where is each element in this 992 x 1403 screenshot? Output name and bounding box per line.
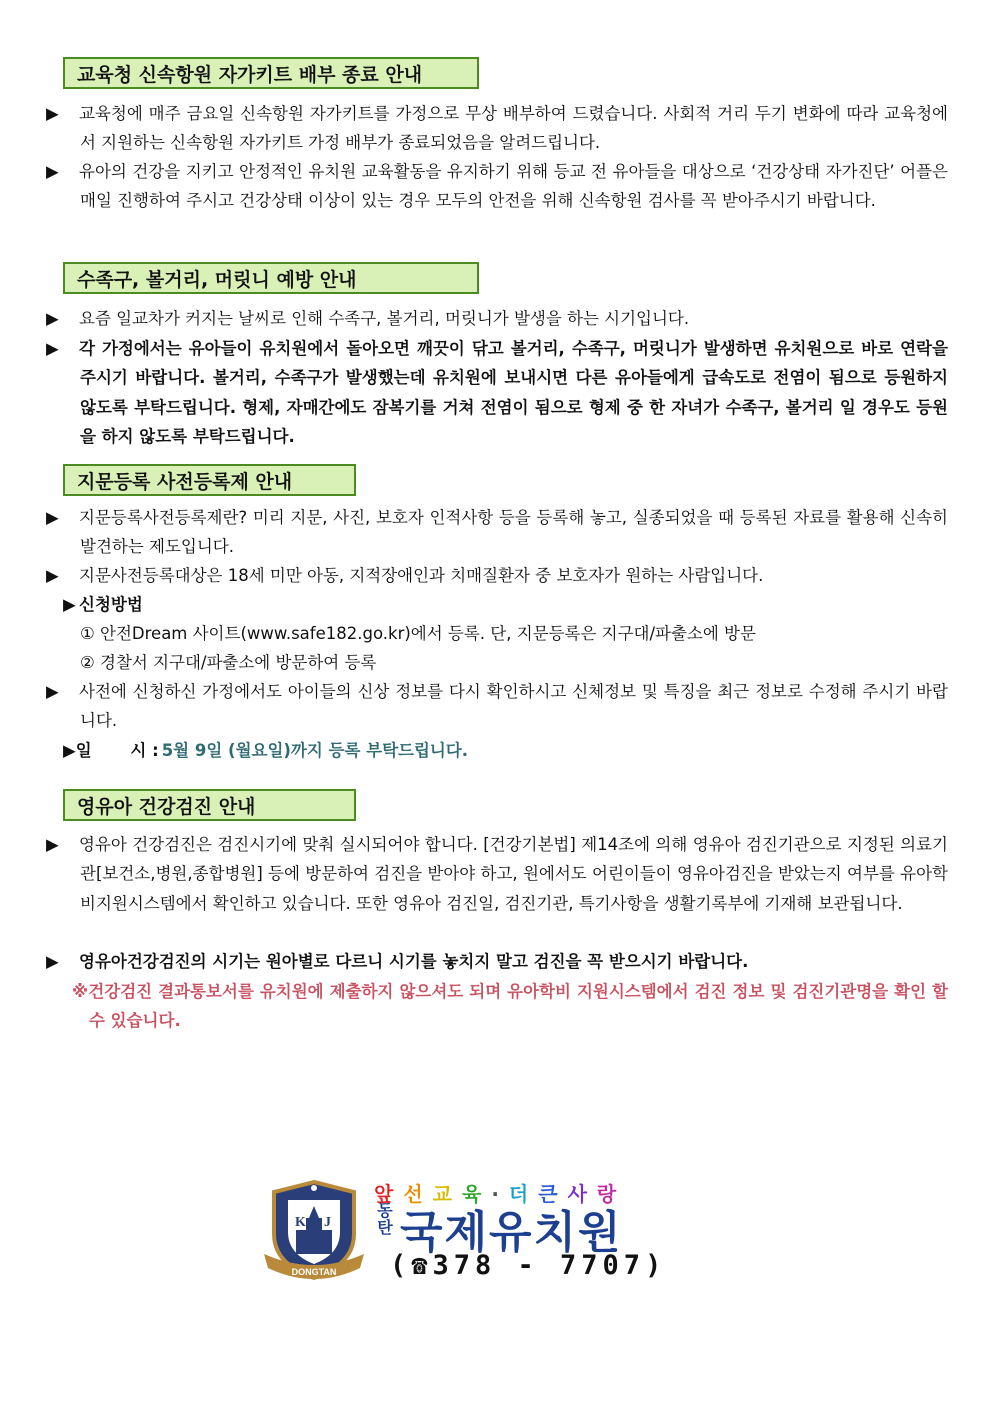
slogan-char: 선	[403, 1182, 433, 1206]
section-title-fingerprint: 지문등록 사전등록제 안내	[63, 464, 356, 496]
school-logo	[262, 1178, 692, 1288]
arrow-icon: ▶	[63, 741, 76, 760]
arrow-icon: ▶	[46, 309, 59, 328]
paragraph-self-diagnosis: ▶ 유아의 건강을 지키고 안정적인 유치원 교육활동을 유지하기 위해 등교 전 유아들을 대상으로 ‘건강상태 자가진단’ 어플은 매일 진행하여 주시고 건강상태 이상이 있는 경우 모두의 안전을 위해 신속항원 검사를 꼭 받아주시기 바랍니다.	[63, 157, 948, 216]
paragraph-update-info: ▶ 사전에 신청하신 가정에서도 아이들의 신상 정보를 다시 확인하시고 신체정보 및 특징을 최근 정보로 수정해 주시기 바랍니다.	[63, 677, 948, 736]
svg-text:K: K	[295, 1215, 306, 1230]
svg-text:J: J	[324, 1215, 331, 1230]
checkup-note: ※건강검진 결과통보서를 유치원에 제출하지 않으셔도 되며 유아학비 지원시스템에서 검진 정보 및 검진기관명을 확인 할 수 있습니다.	[72, 982, 948, 1031]
paragraph-selftest-end: ▶ 교육청에 매주 금요일 신속항원 자가키트를 가정으로 무상 배부하여 드렸습니다. 사회적 거리 두기 변화에 따라 교육청에서 지원하는 신속항원 자가키트 가정 배부가 종료되었음을 알려드립니다.	[63, 99, 948, 158]
arrow-icon: ▶	[46, 682, 59, 701]
arrow-icon: ▶	[46, 508, 59, 527]
section-title-health-checkup: 영유아 건강검진 안내	[63, 789, 356, 821]
arrow-icon: ▶	[46, 162, 59, 181]
method-step-1: ① 안전Dream 사이트(www.safe182.go.kr)에서 등록. 단, 지문등록은 지구대/파출소에 방문	[80, 624, 756, 643]
section-title-selftest-kit: 교육청 신속항원 자가키트 배부 종료 안내	[63, 57, 479, 89]
paragraph-disease-request: ▶ 각 가정에서는 유아들이 유치원에서 돌아오면 깨끗이 닦고 볼거리, 수족구, 머릿니가 발생하면 유치원으로 바로 연락을 주시기 바랍니다. 볼거리, 수족구가 발생했는데 유치원에 보내시면 다른 유아들에게 급속도로 전염이 됨으로 등원하지 않도록 부탁드립니다. 형제, 자매간에도 잠복기를 거쳐 전염이 됨으로 형제 중 한 자녀가 수족구, 볼거리 일 경우도 등원을 하지 않도록 부탁드립니다.	[63, 334, 948, 452]
phone-number: (☎378 - 7707)	[390, 1250, 667, 1281]
slogan-char: 앞	[374, 1182, 404, 1206]
registration-date: ▶일 시 : 5월 9일 (월요일)까지 등록 부탁드립니다.	[63, 741, 469, 760]
slogan-char: 교	[432, 1182, 462, 1206]
slogan-char: 더	[508, 1182, 539, 1206]
dongtan-label: 동탄	[377, 1201, 393, 1237]
paragraph-fingerprint-definition: ▶ 지문등록사전등록제란? 미리 지문, 사진, 보호자 인적사항 등을 등록해 놓고, 실종되었을 때 등록된 자료를 활용해 신속히 발견하는 제도입니다.	[63, 503, 948, 562]
paragraph-fingerprint-target: ▶ 지문사전등록대상은 18세 미만 아동, 지적장애인과 치매질환자 중 보호자가 원하는 사람입니다.	[63, 561, 948, 590]
crest-icon	[262, 1178, 366, 1286]
paragraph-checkup-info: ▶ 영유아 건강검진은 검진시기에 맞춰 실시되어야 합니다. [건강기본법] 제14조에 의해 영유아 검진기관으로 지정된 의료기관[보건소,병원,종합병원] 등에 방문하여 검진을 받아야 하고, 원에서도 어린이들이 영유아검진을 받았는지 여부를 유아학비지원시스템에서 확인하고 있습니다. 또한 영유아 검진일, 검진기관, 특기사항을 생활기록부에 기재해 보관됩니다.	[63, 830, 948, 918]
slogan-char: 사	[567, 1182, 597, 1206]
slogan-char: 큰	[538, 1182, 568, 1206]
method-label: ▶ 신청방법	[63, 590, 931, 619]
arrow-icon: ▶	[46, 952, 59, 971]
arrow-icon: ▶	[46, 104, 59, 123]
paragraph-checkup-timing: ▶ 영유아건강검진의 시기는 원아별로 다르니 시기를 놓치지 말고 검진을 꼭 받으시기 바랍니다.	[63, 947, 948, 976]
paragraph-disease-season: ▶ 요즘 일교차가 커지는 날씨로 인해 수족구, 볼거리, 머릿니가 발생을 하는 시기입니다.	[63, 304, 948, 333]
slogan-char: ·	[491, 1182, 509, 1206]
slogan-char: 랑	[596, 1182, 627, 1206]
school-name: 국제유치원	[400, 1207, 623, 1258]
arrow-icon: ▶	[63, 595, 76, 614]
arrow-icon: ▶	[46, 339, 59, 358]
arrow-icon: ▶	[46, 566, 59, 585]
method-step-2: ② 경찰서 지구대/파출소에 방문하여 등록	[80, 653, 377, 672]
crest-banner-text: DONGTAN	[291, 1267, 337, 1277]
slogan-char: 육	[461, 1182, 492, 1206]
section-title-disease-prevention: 수족구, 볼거리, 머릿니 예방 안내	[63, 262, 479, 294]
arrow-icon: ▶	[46, 835, 59, 854]
